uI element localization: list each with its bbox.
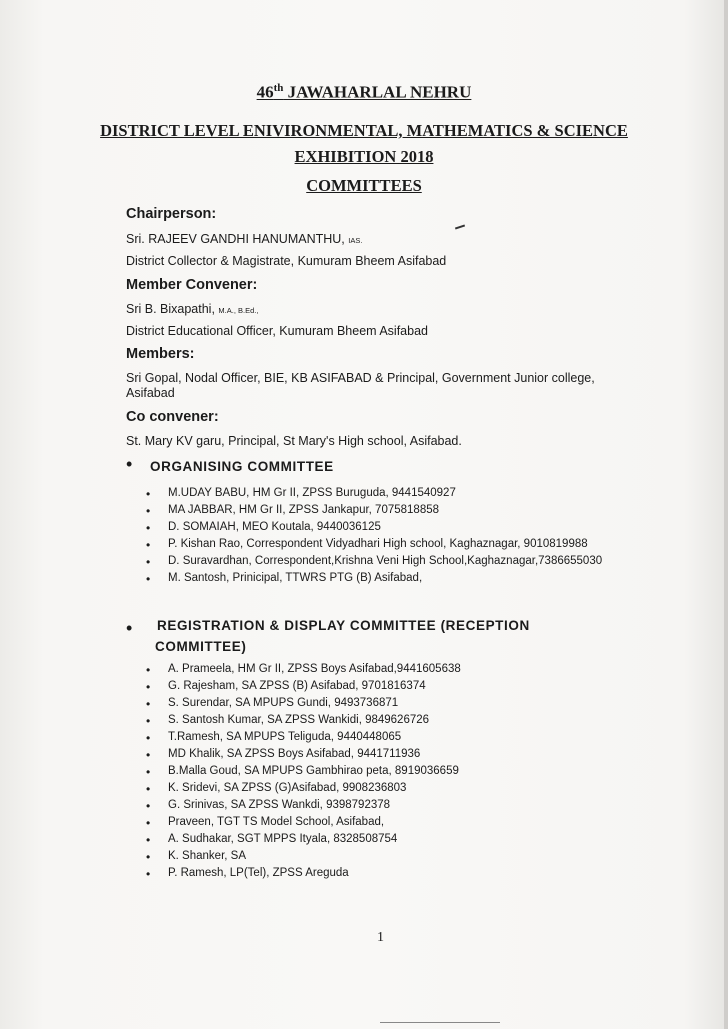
tick-mark [455,225,465,230]
list-item: • M. Santosh, Prinicipal, TTWRS PTG (B) Asifabad, [146,572,423,586]
chairperson-heading: Chairperson: [126,206,217,222]
chairperson-designation: District Collector & Magistrate, Kumuram Bheem Asifabad [126,254,447,268]
bottom-edge-line [380,1022,500,1023]
member-convener-heading: Member Convener: [126,277,258,293]
list-item: • A. Sudhakar, SGT MPPS Ityala, 8328508754 [146,833,398,847]
registration-committee-list [146,663,461,879]
organising-committee-title: ORGANISING COMMITTEE [150,459,334,474]
list-item: • D. Suravardhan, Correspondent,Krishna Veni High School,Kaghaznagar,7386655030 [146,555,603,569]
section-bullet: • [126,454,133,474]
list-item: • S. Surendar, SA MPUPS Gundi, 9493736871 [146,697,399,711]
member-convener-name: Sri B. Bixapathi, M.A., B.Ed., [126,302,259,316]
members-heading: Members: [126,346,195,362]
section-bullet: • [126,618,133,638]
co-convener-text: St. Mary KV garu, Principal, St Mary's High school, Asifabad. [126,434,462,448]
list-item: • P. Kishan Rao, Correspondent Vidyadhari High school, Kaghaznagar, 9010819988 [146,538,588,552]
list-item: • Praveen, TGT TS Model School, Asifabad, [146,816,385,830]
list-item: • S. Santosh Kumar, SA ZPSS Wankidi, 9849626726 [146,714,430,728]
list-item: • A. Prameela, HM Gr II, ZPSS Boys Asifabad,9441605638 [146,663,461,677]
title-line-2: DISTRICT LEVEL ENIVIRONMENTAL, MATHEMATICS & SCIENCE EXHIBITION 2018 [100,121,628,166]
co-convener-heading: Co convener: [126,409,219,425]
list-item: • MD Khalik, SA ZPSS Boys Asifabad, 9441711936 [146,748,421,762]
list-item: • G. Srinivas, SA ZPSS Wankdi, 9398792378 [146,799,391,813]
list-item: • K. Sridevi, SA ZPSS (G)Asifabad, 9908236803 [146,782,407,796]
list-item: • B.Malla Goud, SA MPUPS Gambhirao peta, 8919036659 [146,765,459,779]
list-item: • G. Rajesham, SA ZPSS (B) Asifabad, 9701816374 [146,680,426,694]
list-item: • T.Ramesh, SA MPUPS Teliguda, 9440448065 [146,731,402,745]
title-line-1: 46th JAWAHARLAL NEHRU [256,82,472,102]
member-convener-designation: District Educational Officer, Kumuram Bheem Asifabad [126,324,428,338]
list-item: • M.UDAY BABU, HM Gr II, ZPSS Buruguda, 9441540927 [146,487,456,501]
organising-committee-list [146,487,602,584]
members-text: Sri Gopal, Nodal Officer, BIE, KB ASIFABAD & Principal, Government Junior college, Asifabad [126,371,595,400]
list-item: • P. Ramesh, LP(Tel), ZPSS Areguda [146,867,349,881]
committees-heading: COMMITTEES [306,176,422,195]
list-item: • D. SOMAIAH, MEO Koutala, 9440036125 [146,521,381,535]
list-item: • MA JABBAR, HM Gr II, ZPSS Jankapur, 7075818858 [146,504,440,518]
chairperson-name: Sri. RAJEEV GANDHI HANUMANTHU, IAS. [126,232,363,246]
page-number: 1 [377,930,384,945]
registration-committee-title: REGISTRATION & DISPLAY COMMITTEE (RECEPTION COMMITTEE) [155,618,530,654]
list-item: • K. Shanker, SA [146,850,246,864]
